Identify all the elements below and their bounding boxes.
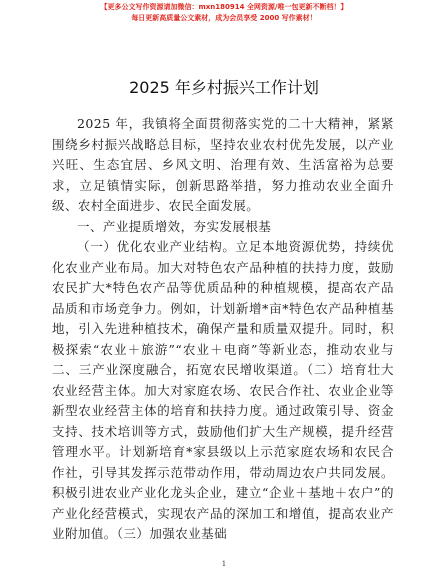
- promo-banner: [0, 2, 448, 24]
- body-paragraph: （一）优化农业产业结构。立足本地资源优势，持续优化农业产业布局。加大对特色农产品种植的扶持力度，鼓励农民扩大*特色农产品等优质品种的种植规模，提高农产品品质和市场竞争力。例如，计划新增*亩*特色农产品种植基地，引入先进种植技术，确保产量和质量双提升。同时，积极探索“农业＋旅游”“农业＋电商”等新业态，推动农业与二、三产业深度融合，拓宽农民增收渠道。（二）培育壮大农业经营主体。加大对家庭农场、农民合作社、农业企业等新型农业经营主体的培育和扶持力度。通过政策引导、资金支持、技术培训等方式，鼓励他们扩大生产规模，提升经营管理水平。计划新培育*家县级以上示范家庭农场和农民合作社，引导其发挥示范带动作用，带动周边农户共同发展。积极引进农业产业化龙头企业，建立“企业＋基地＋农户”的产业化经营模式，实现农产品的深加工和增值，提高农业产业附加值。（三）加强农业基础: [52, 239, 394, 541]
- promo-banner-line-2: 每日更新高质量公文素材，成为会员享受 2000 写作素材！: [131, 14, 317, 22]
- promo-banner-line-1: 【更多公文写作资源请加微信：mxn180914 全网资源/唯一包更新不断档！】: [100, 3, 348, 11]
- intro-paragraph: 2025 年，我镇将全面贯彻落实党的二十大精神，紧紧围绕乡村振兴战略总目标，坚持农业农村优先发展，以产业兴旺、生态宜居、乡风文明、治理有效、生活富裕为总要求，立足镇情实际，创新思路举措，努力推动农业全面升级、农村全面进步、农民全面发展。: [52, 116, 394, 213]
- document-title: 2025 年乡村振兴工作计划: [129, 78, 319, 97]
- document-body: [52, 114, 394, 545]
- section-heading: 一、产业提质增效，夯实发展根基: [77, 218, 272, 234]
- page-number: 1: [221, 560, 227, 568]
